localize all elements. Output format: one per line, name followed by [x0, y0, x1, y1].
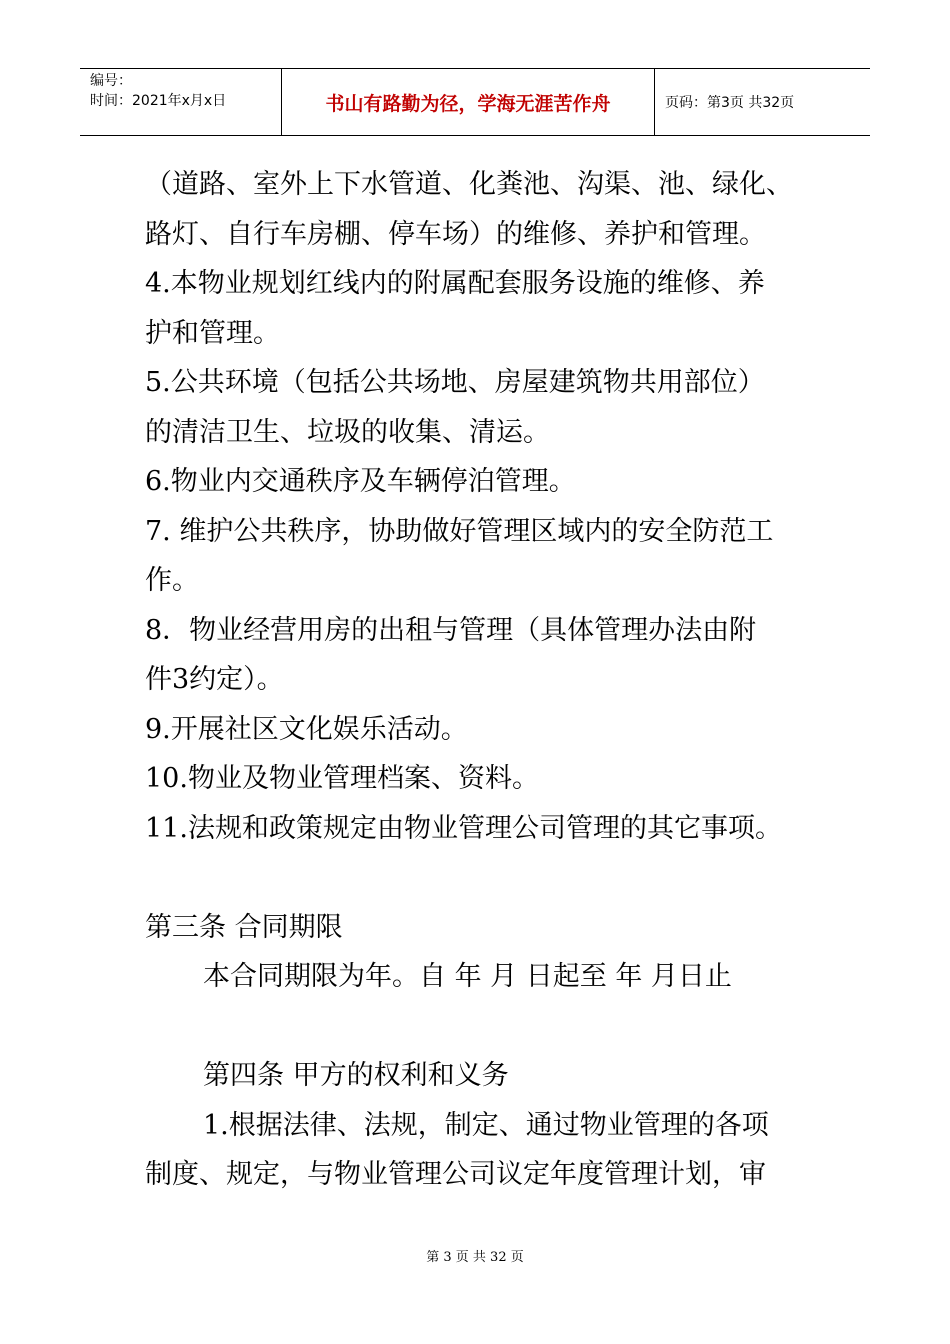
body-line: 的清洁卫生、垃圾的收集、清运。 — [145, 416, 550, 448]
document-body — [145, 160, 845, 1200]
paragraph-gap — [145, 1002, 845, 1052]
body-line: 9.开展社区文化娱乐活动。 — [145, 713, 468, 745]
article-3-heading: 第三条 合同期限 — [145, 911, 343, 943]
body-line: 6.物业内交通秩序及车辆停泊管理。 — [145, 466, 576, 497]
article-4-item-1-line-2: 制度、规定，与物业管理公司议定年度管理计划，审 — [145, 1159, 766, 1190]
document-number-label: 编号： — [90, 73, 132, 89]
document-header — [80, 68, 870, 136]
article-3-text: 本合同期限为年。自 年 月 日起至 年 月日止 — [203, 961, 732, 992]
body-line: 5.公共环境（包括公共场地、房屋建筑物共用部位） — [145, 367, 765, 398]
document-time-label: 时间：2021年x月x日 — [90, 93, 227, 109]
body-line: 10.物业及物业管理档案、资料。 — [145, 763, 539, 794]
paragraph-gap — [145, 853, 845, 903]
body-line: 路灯、自行车房棚、停车场）的维修、养护和管理。 — [145, 218, 766, 250]
body-line: 件3约定）。 — [145, 664, 284, 695]
article-4-heading: 第四条 甲方的权利和义务 — [203, 1060, 509, 1091]
page-footer: 第 3 页 共 32 页 — [426, 1250, 524, 1265]
body-line: 11.法规和政策规定由物业管理公司管理的其它事项。 — [145, 812, 782, 844]
body-line: 7. 维护公共秩序，协助做好管理区域内的安全防范工 — [145, 515, 774, 547]
header-motto: 书山有路勤为径，学海无涯苦作舟 — [282, 69, 655, 135]
header-page-info: 页码：第3页 共32页 — [665, 95, 795, 111]
body-line: 8．物业经营用房的出租与管理（具体管理办法由附 — [145, 614, 757, 646]
body-line: 作。 — [145, 565, 199, 596]
body-line: 4.本物业规划红线内的附属配套服务设施的维修、养 — [145, 268, 765, 299]
body-line: （道路、室外上下水管道、化粪池、沟渠、池、绿化、 — [145, 169, 793, 200]
article-4-item-1-line-1: 1.根据法律、法规，制定、通过物业管理的各项 — [203, 1109, 769, 1141]
header-meta-cell — [80, 69, 282, 135]
body-line: 护和管理。 — [145, 317, 280, 349]
